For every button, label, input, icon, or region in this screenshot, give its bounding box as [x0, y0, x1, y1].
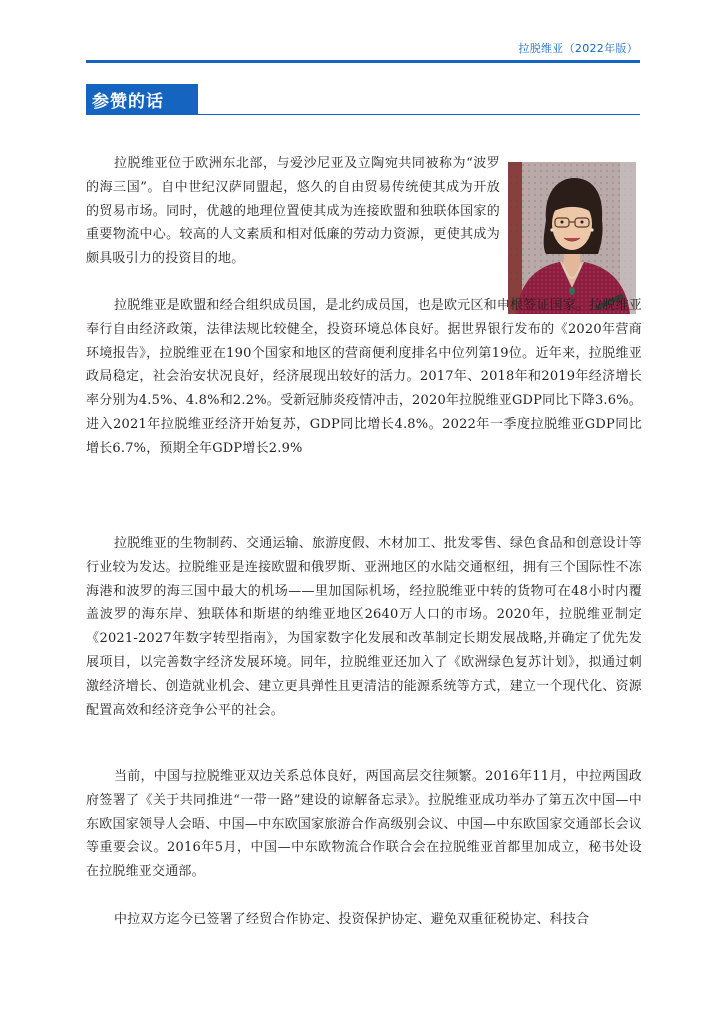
paragraph-2: 拉脱维亚是欧盟和经合组织成员国，是北约成员国，也是欧元区和申根签证国家。拉脱维亚奉行自由经济政策，法律法规比较健全，投资环境总体良好。据世界银行发布的《2020年营商环境报告》，拉脱维亚在190个国家和地区的营商便利度排名中位列第19位。近年来，拉脱维亚政局稳定，社会治安状况良好，经济展现出较好的活力。2017年、2018年和2019年经济增长率分别为4.5%、4.8%和2.2%。受新冠肺炎疫情冲击，2020年拉脱维亚GDP同比下降3.6%。进入2021年拉脱维亚经济开始复苏，GDP同比增长4.8%。2022年一季度拉脱维亚GDP同比增长6.7%，预期全年GDP增长2.9% — [86, 298, 643, 456]
paragraph-1: 拉脱维亚位于欧洲东北部，与爱沙尼亚及立陶宛共同被称为“波罗的海三国”。自中世纪汉萨同盟起，悠久的自由贸易传统使其成为开放的贸易市场。同时，优越的地理位置使其成为连接欧盟和独联体国家的重要物流中心。较高的人文素质和相对低廉的劳动力资源，更使其成为颇具吸引力的投资目的地。 — [86, 156, 500, 267]
section-rule — [198, 114, 640, 115]
counselor-portrait-icon — [508, 162, 636, 314]
section-banner — [86, 84, 198, 115]
paragraph-4: 当前，中国与拉脱维亚双边关系总体良好，两国高层交往频繁。2016年11月，中拉两国政府签署了《关于共同推进“一带一路”建设的谅解备忘录》。拉脱维亚成功举办了第五次中国—中东欧国家领导人会晤、中国—中东欧国家旅游合作高级别会议、中国—中东欧国家交通部长会议等重要会议。2016年5月，中国—中东欧物流合作联合会在拉脱维亚首都里加成立，秘书处设在拉脱维亚交通部。 — [86, 769, 642, 880]
running-header: 拉脱维亚（2022年版） — [518, 42, 638, 55]
paragraph-5: 中拉双方迄今已签署了经贸合作协定、投资保护协定、避免双重征税协定、科技合 — [114, 912, 590, 927]
header-rule — [86, 60, 640, 63]
section-title: 参赞的话 — [92, 92, 164, 112]
paragraph-3: 拉脱维亚的生物制药、交通运输、旅游度假、木材加工、批发零售、绿色食品和创意设计等行业较为发达。拉脱维亚是连接欧盟和俄罗斯、亚洲地区的水陆交通枢纽，拥有三个国际性不冻海港和波罗的海三国中最大的机场——里加国际机场，经拉脱维亚中转的货物可在48小时内覆盖波罗的海东岸、独联体和斯堪的纳维亚地区2640万人口的市场。2020年，拉脱维亚制定《2021-2027年数字转型指南》，为国家数字化发展和改革制定长期发展战略,并确定了优先发展项目，以完善数字经济发展环境。同年，拉脱维亚还加入了《欧洲绿色复苏计划》，拟通过刺激经济增长、创造就业机会、建立更具弹性且更清洁的能源系统等方式，建立一个现代化、资源配置高效和经济竞争公平的社会。 — [86, 536, 643, 718]
counselor-portrait-photo — [508, 162, 636, 314]
